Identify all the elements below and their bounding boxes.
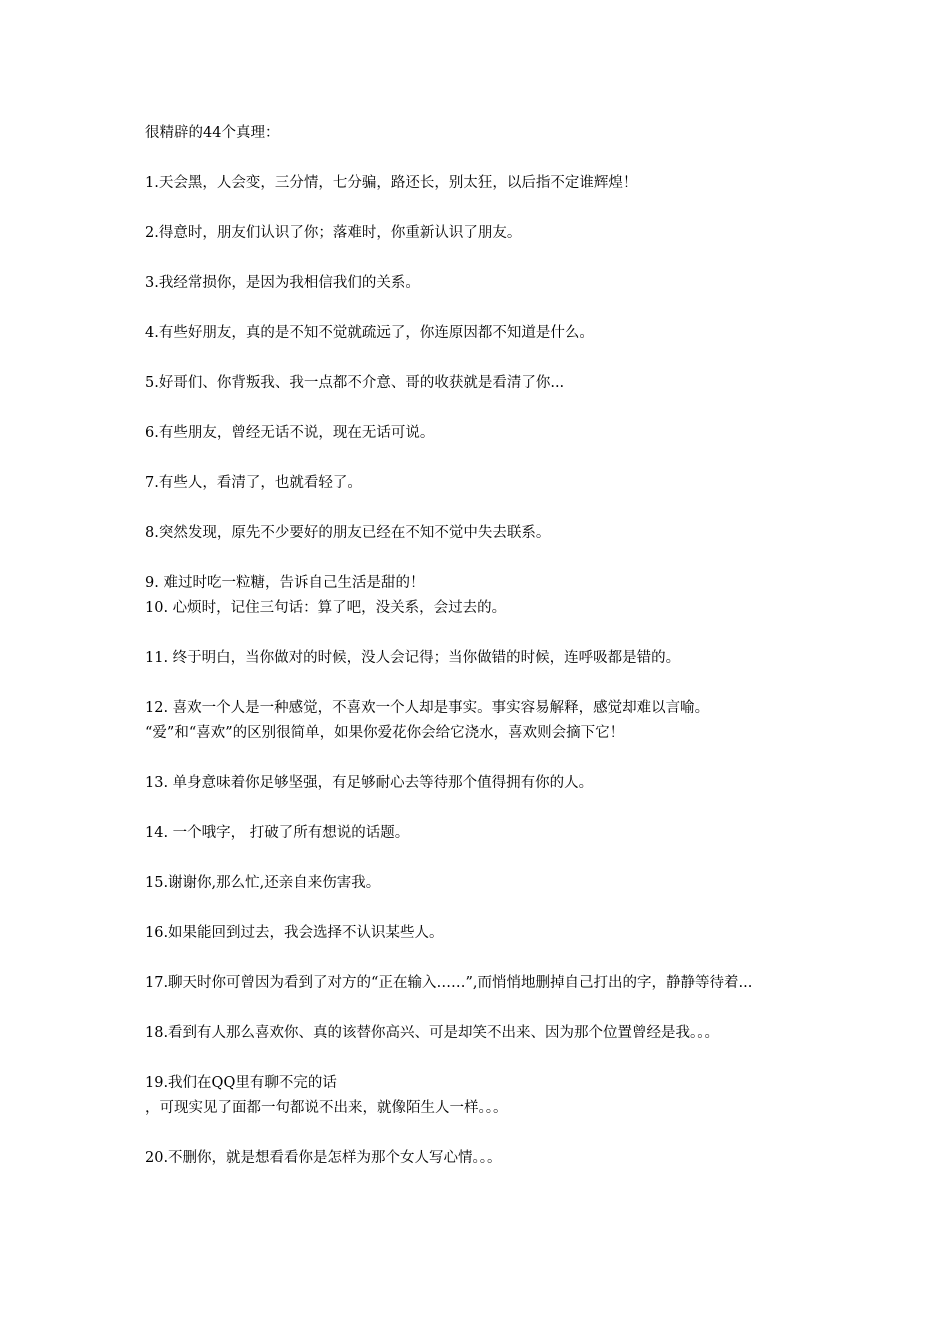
truth-item-1: 1.天会黑，人会变，三分情，七分骗，路还长，别太狂，以后指不定谁辉煌！ [145, 175, 638, 191]
truth-item-12-line-2: “爱”和“喜欢”的区别很简单，如果你爱花你会给它浇水，喜欢则会摘下它！ [145, 725, 625, 741]
truth-item-9: 9. 难过时吃一粒糖，告诉自己生活是甜的！ [145, 575, 425, 591]
truth-item-16: 16.如果能回到过去，我会选择不认识某些人。 [145, 925, 444, 941]
truth-item-11: 11. 终于明白，当你做对的时候，没人会记得；当你做错的时候，连呼吸都是错的。 [145, 650, 681, 666]
truth-item-7: 7.有些人，看清了，也就看轻了。 [145, 475, 362, 491]
truth-item-19 [145, 1071, 810, 1121]
truth-item-18: 18.看到有人那么喜欢你、真的该替你高兴、可是却笑不出来、因为那个位置曾经是我。。。 [145, 1025, 720, 1041]
truth-item-3: 3.我经常损你，是因为我相信我们的关系。 [145, 275, 420, 291]
truth-item-4: 4.有些好朋友，真的是不知不觉就疏远了，你连原因都不知道是什么。 [145, 325, 594, 341]
document-body [145, 121, 810, 1196]
truth-item-19-line-2: ，可现实见了面都一句都说不出来，就像陌生人一样。。。 [145, 1100, 508, 1116]
truth-item-6: 6.有些朋友，曾经无话不说，现在无话可说。 [145, 425, 435, 441]
truth-item-19-line-1: 19.我们在QQ里有聊不完的话 [145, 1075, 337, 1091]
truth-item-15: 15.谢谢你,那么忙,还亲自来伤害我。 [145, 875, 381, 891]
truth-item-20: 20.不删你，就是想看看你是怎样为那个女人写心情。。。 [145, 1150, 502, 1166]
truth-item-12-line-1: 12. 喜欢一个人是一种感觉，不喜欢一个人却是事实。事实容易解释，感觉却难以言喻。 [145, 700, 710, 716]
truth-item-2: 2.得意时，朋友们认识了你；落难时，你重新认识了朋友。 [145, 225, 522, 241]
truth-item-10: 10. 心烦时，记住三句话：算了吧，没关系，会过去的。 [145, 600, 507, 616]
truth-item-13: 13. 单身意味着你足够坚强，有足够耐心去等待那个值得拥有你的人。 [145, 775, 594, 791]
document-title: 很精辟的44个真理： [145, 125, 280, 141]
truth-item-5: 5.好哥们、你背叛我、我一点都不介意、哥的收获就是看清了你... [145, 375, 565, 391]
truth-item-17: 17.聊天时你可曾因为看到了对方的“正在输入……”,而悄悄地删掉自己打出的字，静静等待着... [145, 975, 753, 991]
truth-item-8: 8.突然发现，原先不少要好的朋友已经在不知不觉中失去联系。 [145, 525, 551, 541]
truth-item-12 [145, 696, 810, 746]
truth-item-14: 14. 一个哦字， 打破了所有想说的话题。 [145, 825, 410, 841]
